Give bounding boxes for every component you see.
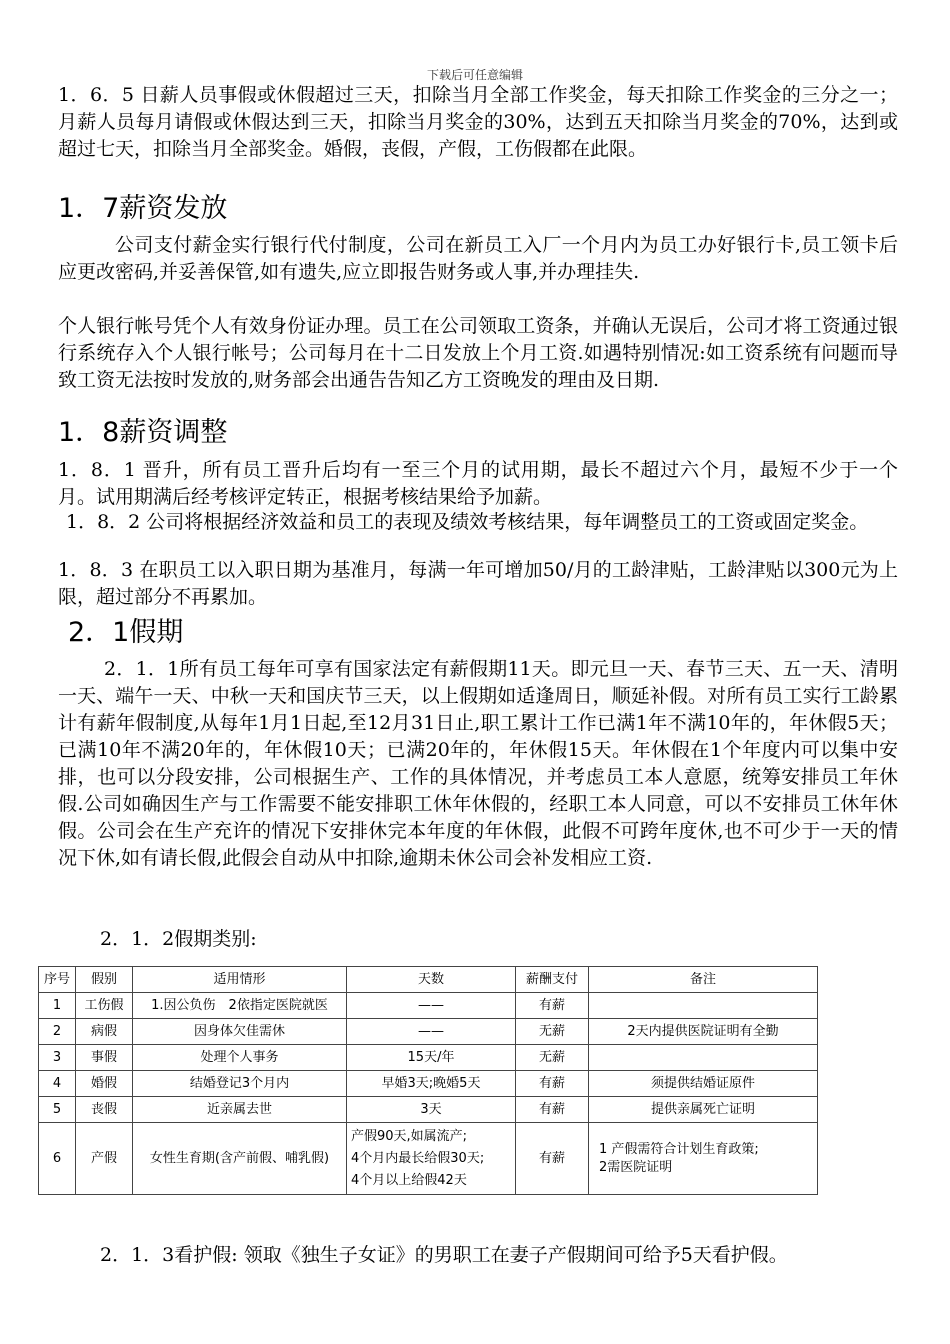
cell-no: 3 (39, 1045, 76, 1071)
table-row (39, 1019, 818, 1045)
paragraph-2-1-1: 2．1．1所有员工每年可享有国家法定有薪假期11天。即元旦一天、春节三天、五一天、清明一天、端午一天、中秋一天和国庆节三天，以上假期如适逢周日，顺延补假。对所有员工实行工龄累计有薪年假制度,从每年1月1日起,至12月31日止,职工累计工作已满1年不满10年的，年休假5天；已满10年不满20年的，年休假10天；已满20年的，年休假15天。年休假在1个年度内可以集中安排，也可以分段安排，公司根据生产、工作的具体情况，并考虑员工本人意愿，统筹安排员工年休假.公司如确因生产与工作需要不能安排职工休年休假的，经职工本人同意，可以不安排员工休年休假。公司会在生产充许的情况下安排休完本年度的年休假，此假不可跨年度休,也不可少于一天的情况下休,如有请长假,此假会自动从中扣除,逾期未休公司会补发相应工资. (58, 658, 898, 869)
cell-pay: 有薪 (516, 1097, 589, 1123)
paragraph-2-1-2: 2．1．2假期类别: (100, 928, 257, 950)
cell-no: 6 (39, 1123, 76, 1195)
note-line: 2需医院证明 (599, 1159, 673, 1175)
cell-no: 5 (39, 1097, 76, 1123)
cell-type: 丧假 (76, 1097, 133, 1123)
days-line: 4个月内最长给假30天; (351, 1150, 485, 1166)
table-header-row (39, 967, 818, 993)
note-line: 1 产假需符合计划生育政策; (599, 1141, 759, 1157)
cell-note (589, 1123, 818, 1195)
cell-note: 提供亲属死亡证明 (589, 1097, 818, 1123)
paragraph-1-8-3: 1．8．3 在职员工以入职日期为基准月，每满一年可增加50/月的工龄津贴，工龄津贴以300元为上限，超过部分不再累加。 (58, 559, 898, 608)
cell-no: 2 (39, 1019, 76, 1045)
vacation-type-table (38, 966, 818, 1195)
watermark-text: 下载后可任意编辑 (426, 68, 523, 82)
cell-no: 4 (39, 1071, 76, 1097)
paragraph-1-8-2: 1．8．2 公司将根据经济效益和员工的表现及绩效考核结果，每年调整员工的工资或固定奖金。 (66, 511, 869, 533)
cell-days (347, 1123, 516, 1195)
cell-pay: 有薪 (516, 1071, 589, 1097)
column-header: 假别 (76, 967, 133, 993)
cell-type: 婚假 (76, 1071, 133, 1097)
days-line: 4个月以上给假42天 (351, 1172, 467, 1188)
heading-1-8: 1．8薪资调整 (58, 417, 228, 448)
cell-pay: 有薪 (516, 993, 589, 1019)
cell-case: 因身体欠佳需休 (133, 1019, 347, 1045)
table-row (39, 1123, 818, 1195)
paragraph-1-7-b: 个人银行帐号凭个人有效身份证办理。员工在公司领取工资条，并确认无误后，公司才将工资通过银行系统存入个人银行帐号；公司每月在十二日发放上个月工资.如遇特别情况:如工资系统有问题而导致工资无法按时发放的,财务部会出通告告知乙方工资晚发的理由及日期. (58, 315, 898, 391)
column-header: 薪酬支付 (516, 967, 589, 993)
table-row (39, 1071, 818, 1097)
cell-days: 15天/年 (347, 1045, 516, 1071)
paragraph-1-8-1: 1．8．1 晋升，所有员工晋升后均有一至三个月的试用期，最长不超过六个月，最短不少于一个月。试用期满后经考核评定转正，根据考核结果给予加薪。 (58, 459, 898, 508)
cell-case: 近亲属去世 (133, 1097, 347, 1123)
heading-2-1: 2．1假期 (68, 617, 184, 648)
cell-days: —— (347, 1019, 516, 1045)
column-header: 适用情形 (133, 967, 347, 993)
column-header: 备注 (589, 967, 818, 993)
column-header: 序号 (39, 967, 76, 993)
cell-type: 事假 (76, 1045, 133, 1071)
days-line: 产假90天,如属流产; (351, 1128, 468, 1144)
cell-type: 产假 (76, 1123, 133, 1195)
cell-type: 病假 (76, 1019, 133, 1045)
paragraph-2-1-3: 2．1．3看护假: 领取《独生子女证》的男职工在妻子产假期间可给予5天看护假。 (100, 1244, 788, 1266)
cell-case: 结婚登记3个月内 (133, 1071, 347, 1097)
cell-days: 早婚3天;晚婚5天 (347, 1071, 516, 1097)
cell-note (589, 993, 818, 1019)
cell-days: —— (347, 993, 516, 1019)
cell-type: 工伤假 (76, 993, 133, 1019)
table-row (39, 1097, 818, 1123)
cell-note: 2天内提供医院证明有全勤 (589, 1019, 818, 1045)
cell-case: 1.因公负伤 2依指定医院就医 (133, 993, 347, 1019)
paragraph-1-7-a: 公司支付薪金实行银行代付制度，公司在新员工入厂一个月内为员工办好银行卡,员工领卡后应更改密码,并妥善保管,如有遗失,应立即报告财务或人事,并办理挂失. (58, 234, 898, 283)
cell-note: 须提供结婚证原件 (589, 1071, 818, 1097)
paragraph-1-6-5: 1．6．5 日薪人员事假或休假超过三天，扣除当月全部工作奖金，每天扣除工作奖金的三分之一；月薪人员每月请假或休假达到三天，扣除当月奖金的30%，达到五天扣除当月奖金的70%，达到或超过七天，扣除当月全部奖金。婚假，丧假，产假，工伤假都在此限。 (58, 84, 898, 160)
table-row (39, 993, 818, 1019)
cell-no: 1 (39, 993, 76, 1019)
cell-pay: 有薪 (516, 1123, 589, 1195)
cell-days: 3天 (347, 1097, 516, 1123)
column-header: 天数 (347, 967, 516, 993)
cell-note (589, 1045, 818, 1071)
cell-case: 女性生育期(含产前假、哺乳假) (133, 1123, 347, 1195)
table-row (39, 1045, 818, 1071)
heading-1-7: 1．7薪资发放 (58, 193, 228, 224)
cell-case: 处理个人事务 (133, 1045, 347, 1071)
cell-pay: 无薪 (516, 1019, 589, 1045)
cell-pay: 无薪 (516, 1045, 589, 1071)
